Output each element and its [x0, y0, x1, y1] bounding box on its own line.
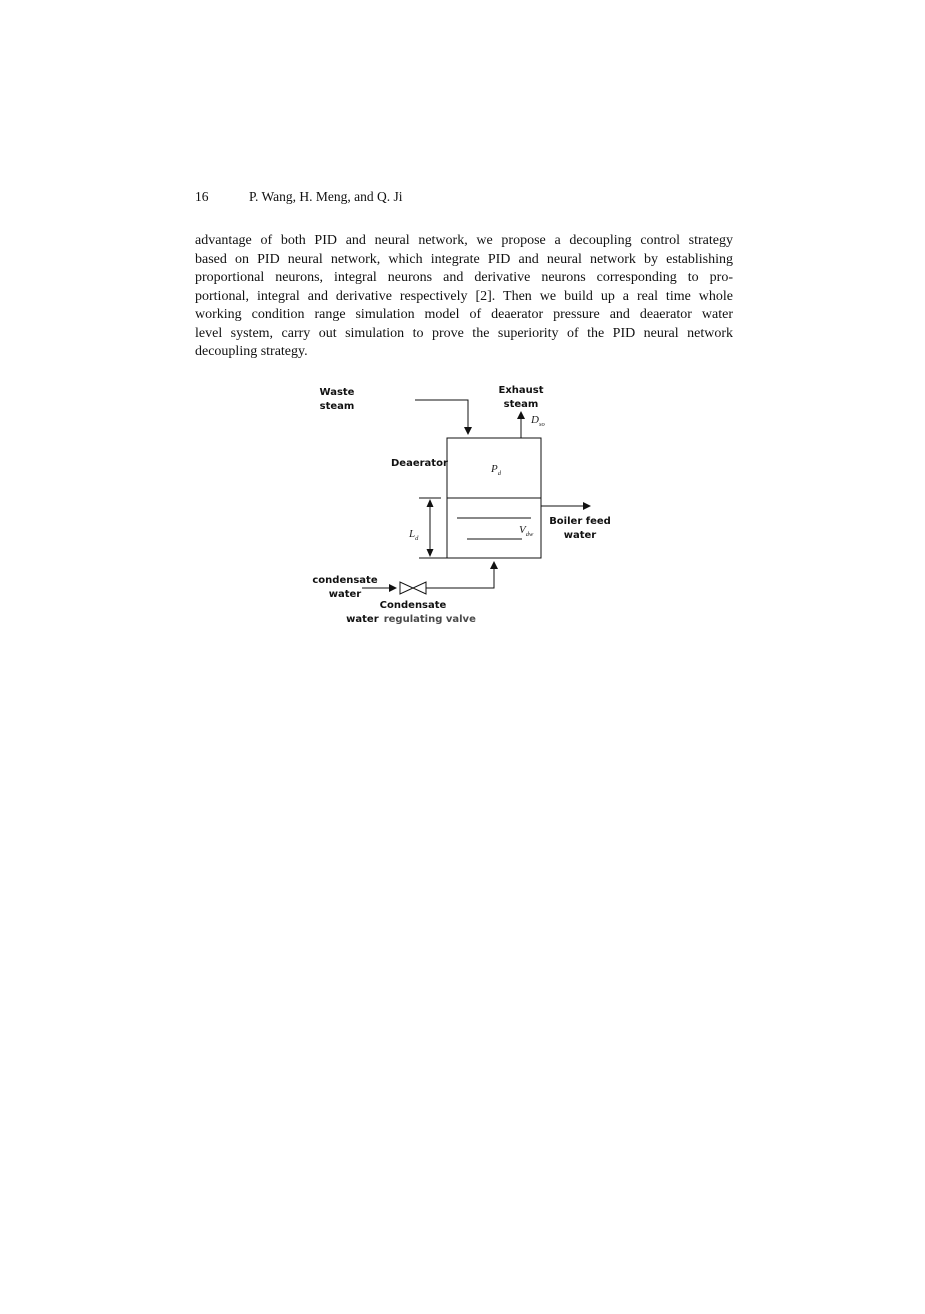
boiler-feed-water-label: Boiler feed: [549, 516, 611, 527]
paragraph-line: portional, integral and derivative respectively [2]. Then we build up a real time whole: [195, 288, 733, 304]
exhaust-steam-label: steam: [503, 399, 539, 410]
exhaust-steam-label: Exhaust: [498, 385, 544, 396]
paragraph-line: decoupling strategy.: [195, 344, 308, 359]
paragraph-line: advantage of both PID and neural network, we propose a decoupling control strategy: [195, 233, 733, 248]
body-paragraph: [195, 232, 733, 362]
condensate-to-tank-arrow: [426, 562, 494, 588]
volume-symbol: Vdw: [519, 524, 534, 538]
regulating-valve-label: Condensate: [379, 600, 447, 611]
deaerator-label: Deaerator: [391, 458, 448, 469]
waste-steam-label: steam: [319, 401, 355, 412]
regulating-valve-icon: [400, 582, 426, 594]
paragraph-line: level system, carry out simulation to prove the superiority of the PID neural network: [195, 325, 733, 341]
level-arrow-down: [427, 549, 434, 557]
regulating-valve-label: water regulating valve: [346, 614, 476, 625]
waste-steam-label: Waste: [319, 387, 355, 398]
waste-steam-arrow: [415, 400, 468, 434]
pressure-symbol: Pd: [491, 463, 501, 477]
exhaust-flow-symbol: Dso: [531, 414, 545, 428]
paragraph-line: based on PID neural network, which integrate PID and neural network by establishing: [195, 251, 733, 267]
paragraph-line: working condition range simulation model of deaerator pressure and deaerator water: [195, 307, 733, 322]
authors: P. Wang, H. Meng, and Q. Ji: [249, 189, 403, 204]
running-head: [195, 189, 403, 205]
deaerator-tank: [447, 438, 541, 558]
boiler-feed-water-label: water: [563, 530, 597, 541]
condensate-water-label: condensate: [312, 575, 378, 586]
level-symbol: Ld: [409, 528, 419, 542]
page-number: 16: [195, 189, 209, 204]
paragraph-line: proportional neurons, integral neurons and derivative neurons corresponding to pro-: [195, 270, 733, 285]
level-arrow-up: [427, 499, 434, 507]
condensate-water-label: water: [328, 589, 362, 600]
